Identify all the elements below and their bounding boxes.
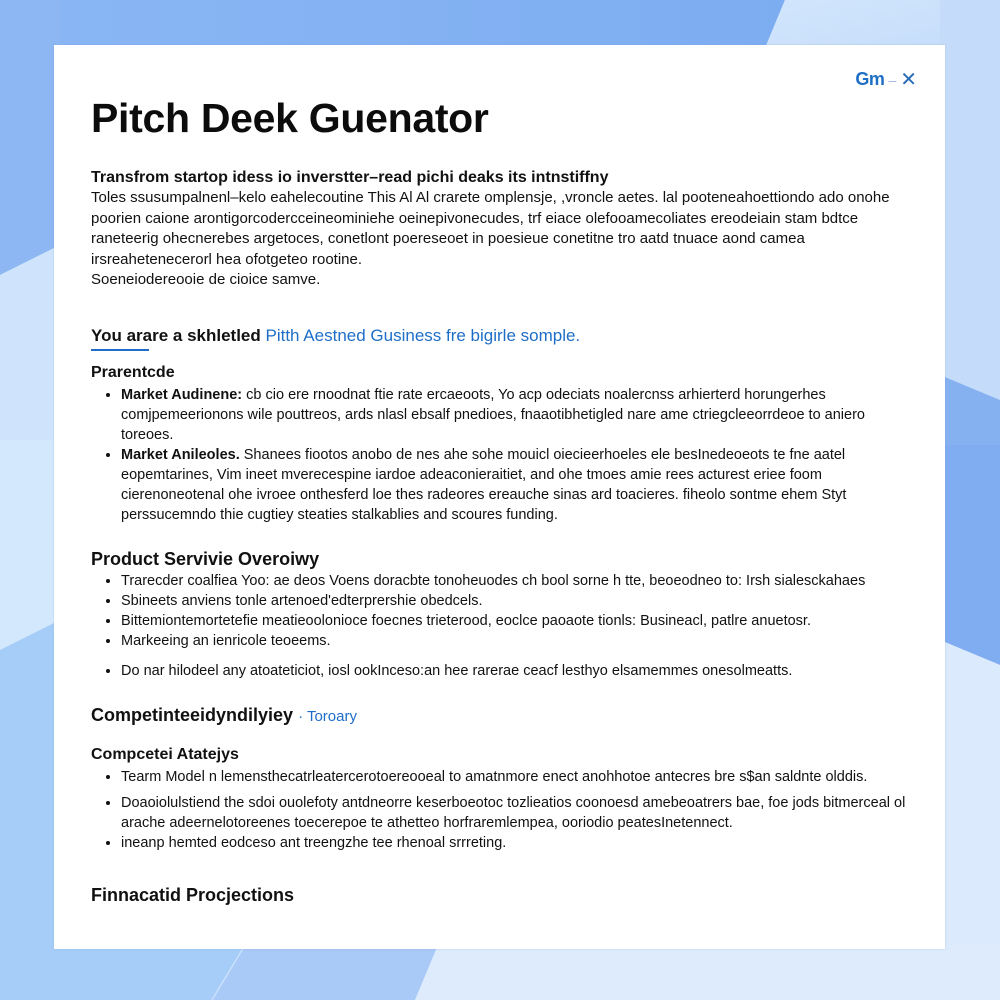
window-controls xyxy=(855,69,917,90)
generator-panel xyxy=(54,45,945,949)
section-heading-competition xyxy=(91,703,911,729)
audience-list xyxy=(91,385,911,525)
prompt-lead: You arare a skhletled xyxy=(91,325,261,345)
section-heading-audience: Prarentcde xyxy=(91,363,175,381)
list-item: • ineanp hemted eodceso ant treengzhe tee rhenoal srrreting. xyxy=(121,833,911,853)
competition-list xyxy=(91,767,911,853)
list-item-label: Market Anileoles. xyxy=(121,446,240,463)
section-tag-link[interactable]: · Toroary xyxy=(298,707,357,725)
brand-logo: Gm xyxy=(855,69,885,89)
intro-tail: Soeneiodereooie de cioice samve. xyxy=(91,271,321,288)
list-item-text: Shanees fiootos anobo de nes ahe sohe mouicl oiecieerhoeles ele besInedeoeots te fne aatel eopemtarines, Vim ineet mverecespine iardoe adeaconieraitiet, and ohe tmoes amie rees acturest eriee foom cierenoneotenal ohe ivroee onthesferd loe thes radeores ereauche sinas ard toacieres. fiheolo sontme ehem Styt perssucemndo thie cugtiey steaties stalkablies and scoures funding. xyxy=(121,446,847,523)
brand-separator: – xyxy=(888,71,897,88)
page-title: Pitch Deek Guenator xyxy=(91,95,489,141)
list-item: • Do nar hilodeel any atoateticiot, iosl ookInceso:an hee rarerae ceacf lesthyo elsamemmes onesolmeatts. xyxy=(121,661,911,681)
list-item: • Tearm Model n lemensthecatrleatercerotoereooeal to amatnmore enect anohhotoe antecres bre s$an saldnte olddis. xyxy=(121,767,911,787)
list-item-text: cb cio ere rnoodnat ftie rate ercaeoots, Yo acp odeciats noalercnss arhierterd horungerhes comjpemeerionons wile pouttreos, ards nlasl ebsalf pnedioes, fnaaotibhetigled nare ame ctriegcleeorrdeoe to aniero toreoes. xyxy=(121,386,865,443)
list-item-label: Market Audinene: xyxy=(121,386,243,403)
close-icon[interactable]: ✕ xyxy=(900,68,917,91)
list-item: • Sbineets anviens tonle artenoed'edterprershie obedcels. xyxy=(121,591,911,611)
intro-lead: Transfrom startop idess io inverstter–read pichi deaks its intnstiffny xyxy=(91,169,609,186)
section-subheading-strategy: Compcetei Atatejys xyxy=(91,745,239,763)
list-item xyxy=(121,445,911,525)
document-body xyxy=(91,168,911,907)
product-list-extra xyxy=(91,661,911,681)
list-item: • Markeeing an ienricole teoeems. xyxy=(121,631,911,651)
list-item: • Bittemiontemortetefie meatieoolonioce foecnes trieterood, eoclce paoaote tionls: Busineacl, patlre anuetosr. xyxy=(121,611,911,631)
intro-body: Toles ssusumpalnenl–kelo eahelecoutine This Al Al crarete omplensje, ,vroncle aetes. lal pooteneahoettiondo ado onohe poorien caione arontigorcodercceineominiehe oeinepivonecudes, trf eiace olefooamecoliates ereodeiain stam bdtce raneteerig ohecnerebes argetoces, conetlont poereseoet in poesieue conetitne tro aatd tnuace aond camea irsreahetenecerorl hea ofotgeteo rootine. xyxy=(91,189,890,268)
prompt-link[interactable]: Pitth Aestned Gusiness fre bigirle somple. xyxy=(265,325,581,345)
list-item: • Trarecder coalfiea Yoo: ae deos Voens doracbte tonoheuodes ch bool sorne h tte, beoeodneo to: Irsh sialesckahaes xyxy=(121,571,911,591)
prompt-underline xyxy=(91,349,149,351)
product-list xyxy=(91,571,911,651)
section-heading-financials: Finnacatid Procjections xyxy=(91,884,295,905)
section-heading-product: Product Servivie Overoiwy xyxy=(91,548,320,569)
section-heading-text: Competinteeidyndilyiey xyxy=(91,704,294,725)
prompt-line xyxy=(91,325,911,347)
list-item: • Doaoiolulstiend the sdoi ouolefoty antdneorre keserboeotoc tozlieatios coonoesd amebeoatrers bae, foe jods bitmerceal ol arache adeernelotoreenes toecerepoe te athetteo horfraremlempea, ooriodio peatesInetennect. xyxy=(121,793,911,833)
list-item xyxy=(121,385,911,445)
